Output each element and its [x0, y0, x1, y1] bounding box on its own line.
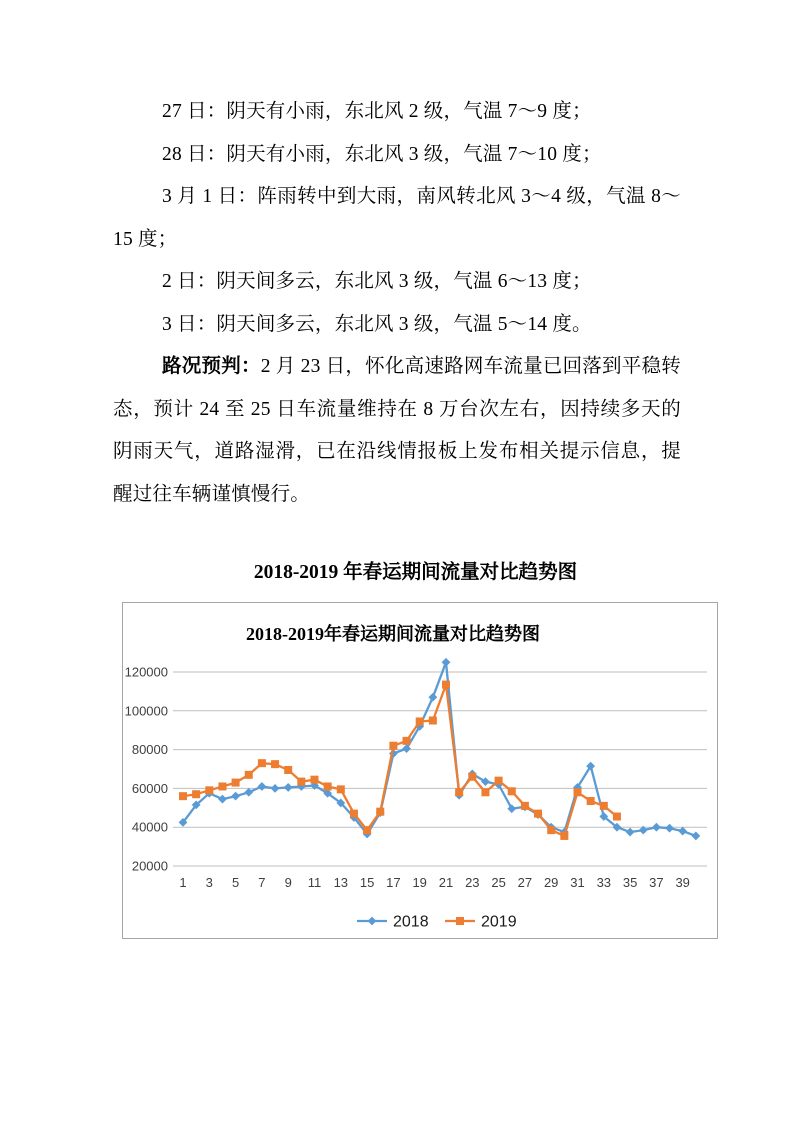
- x-tick-label: 37: [649, 875, 664, 890]
- road-forecast-body: 2 月 23 日，怀化高速路网车流量已回落到平稳转态，预计 24 至 25 日车流量维持在 8 万台次左右，因持续多天的阴雨天气，道路湿滑，已在沿线情报板上发布相关提示信息，提醒过往车辆谨慎慢行。: [113, 356, 681, 505]
- data-point-marker: [613, 813, 621, 821]
- data-point-marker: [495, 777, 503, 785]
- x-tick-label: 21: [438, 875, 454, 890]
- data-point-marker: [231, 792, 240, 801]
- data-point-marker: [258, 759, 266, 767]
- data-point-marker: [389, 742, 397, 750]
- y-tick-label: 40000: [131, 819, 168, 835]
- legend-label-2018: 2018: [393, 913, 429, 931]
- data-point-marker: [258, 782, 267, 791]
- x-tick-label: 13: [333, 875, 349, 890]
- x-axis-labels: [179, 875, 690, 890]
- y-tick-label: 20000: [131, 858, 168, 874]
- data-point-marker: [521, 802, 529, 810]
- x-tick-label: 3: [205, 875, 213, 890]
- data-point-marker: [368, 917, 377, 926]
- data-point-marker: [600, 802, 608, 810]
- x-tick-label: 27: [517, 875, 533, 890]
- data-point-marker: [271, 760, 279, 768]
- y-axis-labels: [125, 665, 168, 874]
- x-tick-label: 9: [284, 875, 292, 890]
- x-tick-label: 29: [543, 875, 559, 890]
- weather-line-mar2: 2 日：阴天间多云，东北风 3 级，气温 6～13 度；: [162, 271, 592, 292]
- data-point-marker: [232, 779, 240, 787]
- data-point-marker: [218, 782, 226, 790]
- data-point-marker: [560, 832, 568, 840]
- traffic-trend-chart: [122, 602, 718, 939]
- data-point-marker: [442, 681, 450, 689]
- data-point-marker: [311, 776, 319, 784]
- data-point-marker: [442, 658, 451, 667]
- traffic-trend-chart-canvas: [123, 603, 717, 938]
- x-tick-label: 7: [258, 875, 266, 890]
- data-point-marker: [626, 828, 635, 837]
- data-point-marker: [534, 810, 542, 818]
- data-point-marker: [244, 788, 253, 797]
- x-tick-label: 11: [307, 875, 322, 890]
- data-point-marker: [271, 784, 280, 793]
- y-tick-label: 100000: [124, 703, 168, 719]
- data-point-marker: [376, 808, 384, 816]
- data-point-marker: [429, 717, 437, 725]
- y-tick-label: 60000: [131, 780, 168, 796]
- data-point-marker: [428, 693, 437, 702]
- data-point-marker: [245, 771, 253, 779]
- data-point-marker: [363, 826, 371, 834]
- chart-section-heading: 2018-2019 年春运期间流量对比趋势图: [253, 562, 578, 583]
- data-point-marker: [416, 717, 424, 725]
- data-point-marker: [179, 792, 187, 800]
- series-2018-line: [183, 662, 696, 836]
- x-tick-label: 31: [570, 875, 585, 890]
- series-2019: [179, 681, 621, 840]
- data-point-marker: [337, 785, 345, 793]
- weather-line-mar1: 3 月 1 日：阵雨转中到大雨，南风转北风 3～4 级，气温 8～15 度；: [113, 186, 681, 250]
- weather-and-forecast-text: [113, 91, 681, 516]
- chart-title: 2018-2019年春运期间流量对比趋势图: [246, 624, 540, 644]
- data-point-marker: [284, 766, 292, 774]
- y-tick-label: 120000: [124, 664, 168, 680]
- data-point-marker: [678, 827, 687, 836]
- road-forecast-label: 路况预判：: [162, 356, 261, 377]
- data-point-marker: [574, 788, 582, 796]
- x-tick-label: 15: [359, 875, 375, 890]
- data-point-marker: [481, 788, 489, 796]
- x-tick-label: 1: [179, 875, 187, 890]
- data-point-marker: [587, 797, 595, 805]
- weather-line-mar3: 3 日：阴天间多云，东北风 3 级，气温 5～14 度。: [162, 313, 592, 335]
- data-point-marker: [691, 832, 700, 841]
- x-tick-label: 25: [491, 875, 506, 890]
- data-point-marker: [192, 790, 200, 798]
- data-point-marker: [455, 788, 463, 796]
- data-point-marker: [456, 917, 464, 925]
- x-tick-label: 23: [465, 875, 480, 890]
- x-tick-label: 39: [675, 875, 690, 890]
- chart-legend: [357, 914, 517, 931]
- legend-label-2019: 2019: [481, 913, 517, 931]
- x-tick-label: 17: [386, 875, 401, 890]
- data-point-marker: [652, 823, 661, 832]
- data-point-marker: [284, 783, 293, 792]
- data-point-marker: [324, 782, 332, 790]
- data-point-marker: [508, 787, 516, 795]
- data-point-marker: [218, 795, 227, 804]
- data-point-marker: [507, 804, 516, 813]
- y-tick-label: 80000: [131, 742, 168, 758]
- road-forecast-paragraph: [113, 346, 681, 516]
- series-2019-line: [183, 685, 617, 836]
- x-tick-label: 19: [412, 875, 427, 890]
- x-tick-label: 5: [231, 875, 240, 890]
- weather-line-feb28: 28 日：阴天有小雨，东北风 3 级，气温 7～10 度；: [162, 143, 602, 165]
- data-point-marker: [297, 778, 305, 786]
- data-point-marker: [468, 773, 476, 781]
- data-point-marker: [665, 824, 674, 833]
- data-point-marker: [403, 737, 411, 745]
- weather-line-feb27: 27 日：阴天有小雨，东北风 2 级，气温 7～9 度；: [162, 101, 592, 122]
- x-tick-label: 35: [622, 875, 638, 890]
- data-point-marker: [205, 786, 213, 794]
- x-tick-label: 33: [596, 875, 612, 890]
- data-point-marker: [547, 826, 555, 834]
- data-point-marker: [350, 810, 358, 818]
